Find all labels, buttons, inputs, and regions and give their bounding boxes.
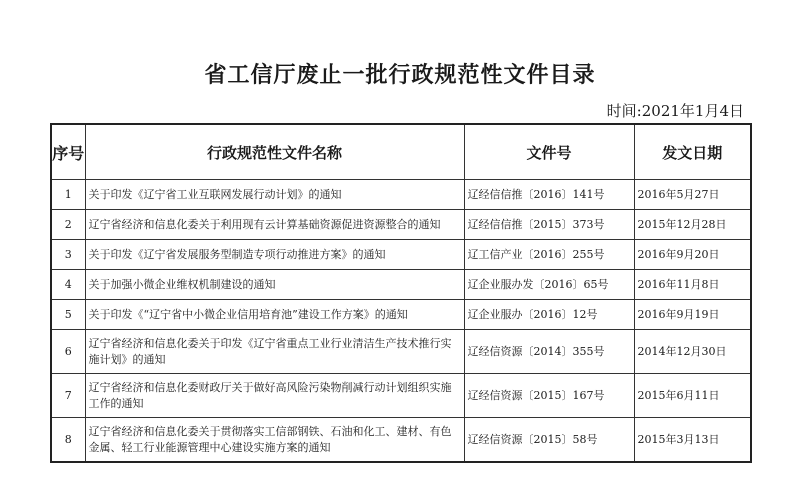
row-date: 2016年5月27日 xyxy=(634,180,751,210)
row-doc-no: 辽工信产业〔2016〕255号 xyxy=(464,240,634,270)
row-doc-no: 辽企业服办发〔2016〕65号 xyxy=(464,270,634,300)
row-index: 1 xyxy=(51,180,85,210)
row-date: 2016年9月20日 xyxy=(634,240,751,270)
row-index: 6 xyxy=(51,330,85,374)
row-index: 5 xyxy=(51,300,85,330)
row-date: 2016年9月19日 xyxy=(634,300,751,330)
row-doc-no: 辽经信信推〔2015〕373号 xyxy=(464,210,634,240)
header-doc-no: 文件号 xyxy=(464,124,634,180)
row-name: 关于加强小微企业维权机制建设的通知 xyxy=(85,270,464,300)
document-date: 时间:2021年1月4日 xyxy=(606,102,744,120)
document-table xyxy=(50,123,752,463)
row-name: 关于印发《辽宁省发展服务型制造专项行动推进方案》的通知 xyxy=(85,240,464,270)
row-index: 7 xyxy=(51,374,85,418)
row-date: 2015年6月11日 xyxy=(634,374,751,418)
row-date: 2015年12月28日 xyxy=(634,210,751,240)
header-index: 序号 xyxy=(51,124,85,180)
row-name: 关于印发《辽宁省工业互联网发展行动计划》的通知 xyxy=(85,180,464,210)
table-row xyxy=(51,374,751,418)
row-index: 8 xyxy=(51,418,85,463)
row-index: 4 xyxy=(51,270,85,300)
row-name: 辽宁省经济和信息化委关于利用现有云计算基础资源促进资源整合的通知 xyxy=(85,210,464,240)
row-name: 辽宁省经济和信息化委关于贯彻落实工信部钢铁、石油和化工、建材、有色金属、轻工行业能源管理中心建设实施方案的通知 xyxy=(85,418,464,463)
row-doc-no: 辽企业服办〔2016〕12号 xyxy=(464,300,634,330)
row-doc-no: 辽经信资源〔2014〕355号 xyxy=(464,330,634,374)
row-name: 关于印发《“辽宁省中小微企业信用培育池”建设工作方案》的通知 xyxy=(85,300,464,330)
table-row xyxy=(51,210,751,240)
table-row xyxy=(51,300,751,330)
table-row xyxy=(51,330,751,374)
row-date: 2014年12月30日 xyxy=(634,330,751,374)
row-doc-no: 辽经信信推〔2016〕141号 xyxy=(464,180,634,210)
row-index: 3 xyxy=(51,240,85,270)
row-name: 辽宁省经济和信息化委财政厅关于做好高风险污染物削减行动计划组织实施工作的通知 xyxy=(85,374,464,418)
row-doc-no: 辽经信资源〔2015〕167号 xyxy=(464,374,634,418)
row-name: 辽宁省经济和信息化委关于印发《辽宁省重点工业行业清洁生产技术推行实施计划》的通知 xyxy=(85,330,464,374)
table-row xyxy=(51,270,751,300)
row-date: 2015年3月13日 xyxy=(634,418,751,463)
row-doc-no: 辽经信资源〔2015〕58号 xyxy=(464,418,634,463)
table-row xyxy=(51,418,751,463)
table-row xyxy=(51,240,751,270)
page-title: 省工信厅废止一批行政规范性文件目录 xyxy=(204,63,596,88)
row-index: 2 xyxy=(51,210,85,240)
header-date: 发文日期 xyxy=(634,124,751,180)
header-name: 行政规范性文件名称 xyxy=(85,124,464,180)
row-date: 2016年11月8日 xyxy=(634,270,751,300)
table-header-row xyxy=(51,124,751,180)
table-row xyxy=(51,180,751,210)
